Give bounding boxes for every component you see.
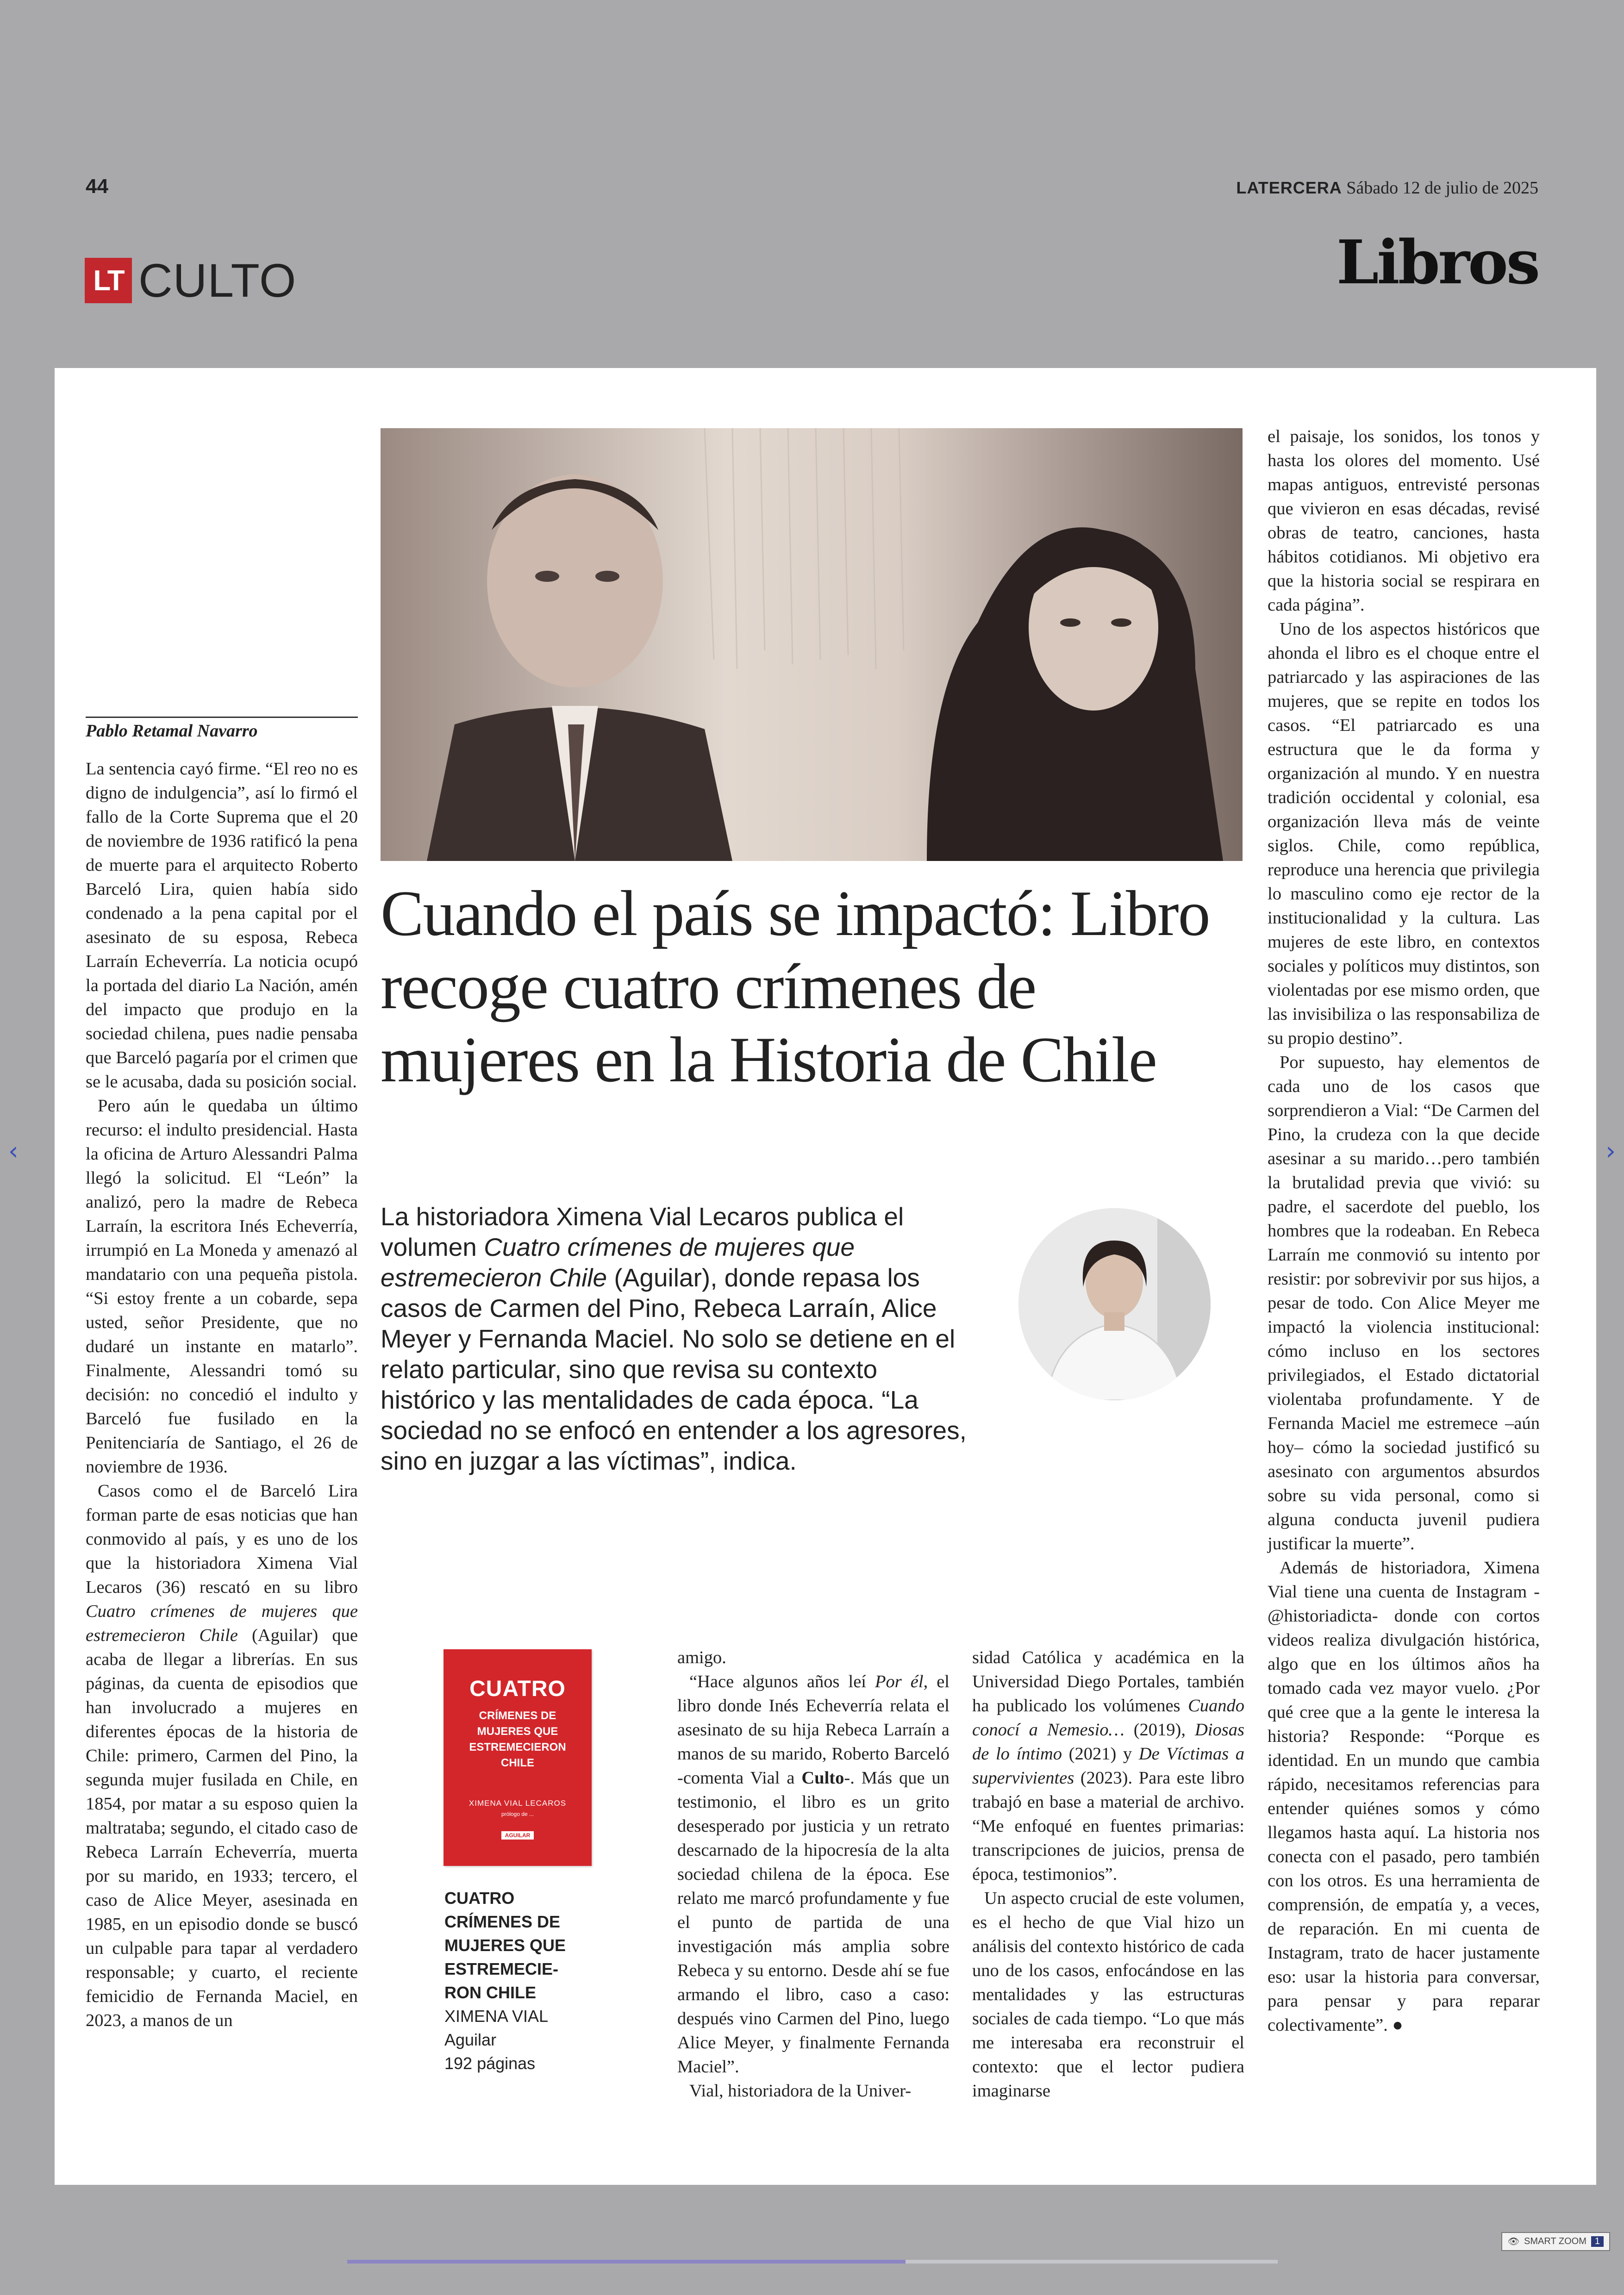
paper-info xyxy=(1236,178,1538,198)
book-title-italic: Cuatro crímenes de mujeres que estremecieron Chile xyxy=(381,1233,855,1292)
photo-illustration xyxy=(381,428,1243,861)
paper-brand: LATERCERA xyxy=(1236,178,1342,197)
paragraph: Pero aún le quedaba un último recurso: el indulto presidencial. Hasta la oficina de Arturo Alessandri Palma llegó la solicitud. El “León” la analizó, pero la madre de Rebeca Larraín, la escritora Inés Echeverría, irrumpió en La Moneda y amenazó al mandatario con una pequeña pistola. “Si estoy frente a un cobarde, sepa usted, señor Presidente, que no dudaré un instante en matarlo”. Finalmente, Alessandri tomó su decisión: no concedió el indulto y Barceló fue fusilado en la Penitenciaría de Santiago, el 26 de noviembre de 1936. xyxy=(86,1096,358,1477)
paragraph xyxy=(1268,1556,1540,2037)
book-info-title: CRÍMENES DE xyxy=(444,1912,561,1931)
text-run: La historiadora Ximena Vial Lecaros publica el volumen xyxy=(381,1202,904,1261)
book-cover xyxy=(443,1649,592,1866)
lt-logo-mark: LT xyxy=(85,258,132,303)
text-run: (2021) y xyxy=(1062,1744,1139,1764)
paragraph: el paisaje, los sonidos, los tonos y hasta los olores del momento. Usé mapas antiguos, entrevisté personas que vivieron en esas décadas, revisé obras de teatro, canciones, hasta hábitos cotidianos. Mi objetivo era que la historia social se respirara en cada página”. xyxy=(1268,427,1540,615)
scrollbar-thumb[interactable] xyxy=(347,2260,906,2264)
text-run: (Aguilar), donde repasa los casos de Carmen del Pino, Rebeca Larraín, Alice Meyer y Fernanda Maciel. No solo se detiene en el relato particular, sino que revisa su contexto histórico y las mentalidades de cada época. “La sociedad no se enfocó en entender a los agresores, sino en juzgar a las víctimas”, indica. xyxy=(381,1263,967,1475)
text-run: (2023). Para este libro trabajó en base a material de archivo. “Me enfoqué en fuentes primarias: transcripciones de juicios, prensa de época, testimonios”. xyxy=(972,1768,1244,1884)
paragraph: Un aspecto crucial de este volumen, es el hecho de que Vial hizo un análisis del contexto histórico de cada uno de los casos, enfocándose en las mentalidades y las estructuras sociales de cada tiempo. “Lo que más me interesaba era reconstruir el contexto: que el lector pudiera imaginarse xyxy=(972,1889,1244,2101)
portrait-illustration xyxy=(1018,1208,1211,1400)
author-portrait xyxy=(1018,1208,1211,1400)
text-run: Casos como el de Barceló Lira forman parte de esas noticias que han conmovido al país, y es uno de los que la historiadora Ximena Vial Lecaros (36) rescató en su libro xyxy=(86,1481,358,1597)
paragraph xyxy=(86,1479,358,2033)
article-column-4 xyxy=(972,1646,1244,2103)
text-run: -. Más que un testimonio, el libro es un grito desesperado por justicia y un retrato descarnado de la hipocresía de la alta sociedad chilena de la época. Ese relato me marcó profundamente y fue el punto de partida de una investigación más amplia sobre Rebeca y su entorno. Desde ahí se fue armando el libro, caso a caso: después vino Carmen del Pino, luego Alice Meyer, y finalmente Fernanda Maciel”. xyxy=(677,1768,950,2077)
headline: Cuando el país se impactó: Libro recoge cuatro crímenes de mujeres en la Historia de Chile xyxy=(381,878,1210,1096)
book-info-title: RON CHILE xyxy=(444,1983,536,2002)
book-info-title: ESTREMECIE- xyxy=(444,1959,559,1978)
book-info-publisher: Aguilar xyxy=(444,2030,497,2049)
publication-name: Culto xyxy=(801,1768,844,1788)
culto-wordmark: CULTO xyxy=(138,254,297,307)
book-cover-note: prólogo de ... xyxy=(501,1811,534,1817)
text-run: (2019), xyxy=(1124,1720,1195,1740)
book-cover-publisher: AGUILAR xyxy=(501,1831,534,1840)
historical-photo xyxy=(381,428,1243,861)
smart-zoom-button[interactable] xyxy=(1501,2232,1610,2251)
previous-page-button[interactable]: ‹ xyxy=(8,1136,19,1166)
book-info-title: CUATRO xyxy=(444,1889,515,1908)
text-run: Además de historiadora, Ximena Vial tiene una cuenta de Instagram -@historiadicta- donde con cortos videos realiza divulgación histórica, algo que en los últimos años ha tomado cada vez mayor vuelo. ¿Por qué cree que a la gente le interesa la historia? Responde: “Porque es identidad. En un mundo que cambia rápido, necesitamos referencias para entender quiénes somos y cómo llegamos hasta aquí. La historia nos conecta con el pasado, pero también con los otros. Es una herramienta de comprensión, de empatía y, a veces, de reparación. En mi cuenta de Instagram, trato de hacer justamente eso: usar la historia para conversar, para pensar y para reparar colectivamente”. xyxy=(1268,1558,1540,2035)
book-cover-subtitle: CRÍMENES DE MUJERES QUE ESTREMECIERON CHILE xyxy=(469,1709,566,1769)
book-info-title: MUJERES QUE xyxy=(444,1936,566,1955)
culto-logo xyxy=(85,254,297,307)
book-info-author: XIMENA VIAL xyxy=(444,2007,549,2026)
text-run: , el libro donde Inés Echeverría relata el asesinato de su hija Rebeca Larraín a manos de su marido, Roberto Barceló -comenta Vial a xyxy=(677,1672,949,1788)
book-title-italic: Cuatro crímenes de mujeres que estremecieron Chile xyxy=(86,1602,358,1645)
text-run: (Aguilar) que acaba de llegar a librerías. En sus páginas, da cuenta de episodios que han involucrado a mujeres en diferentes épocas de la historia de Chile: primero, Carmen del Pino, la segunda mujer fusilada en Chile, en 1854, por matar a su esposo quien la maltrataba; segundo, el citado caso de Rebeca Larraín Echeverría, muerta por su marido, en 1933; tercero, el caso de Alice Meyer, asesinada en 1985, en un episodio donde se buscó un culpable para tapar al verdadero responsable; y cuarto, el reciente femicidio de Fernanda Maciel, en 2023, a manos de un xyxy=(86,1626,358,2030)
text-run: sidad Católica y académica en la Universidad Diego Portales, también ha publicado los volúmenes xyxy=(972,1648,1244,1715)
book-info xyxy=(444,1886,597,2075)
text-run: “Hace algunos años leí xyxy=(689,1672,875,1691)
paragraph xyxy=(677,1670,949,2079)
page-number: 44 xyxy=(86,175,108,198)
book-title-italic: Diosas de lo íntimo xyxy=(972,1720,1244,1764)
book-title-italic: De Víctimas a supervivientes xyxy=(972,1744,1244,1788)
issue-date: Sábado 12 de julio de 2025 xyxy=(1346,178,1538,198)
smart-zoom-label: SMART ZOOM xyxy=(1524,2236,1587,2246)
eye-icon: 👁 xyxy=(1507,2237,1520,2247)
paragraph: amigo. xyxy=(677,1648,726,1667)
book-cover-author: XIMENA VIAL LECAROS xyxy=(468,1799,567,1808)
page-scrollbar[interactable] xyxy=(347,2260,1278,2264)
next-page-button[interactable]: › xyxy=(1605,1136,1616,1166)
paragraph: Por supuesto, hay elementos de cada uno de los casos que sorprendieron a Vial: “De Carmen del Pino, la crudeza con la que decide asesinar a su marido…pero también la brutalidad previa que vivió: su padre, el sacerdote del pueblo, los hombres que la rodeaban. En Rebeca Larraín me conmovió su intento por resistir: por sobrevivir por sus hijos, a pesar de todo. Con Alice Meyer me impactó la violencia institucional: cómo incluso en los sectores privilegiados, el Estado dictatorial violentaba profundamente. Y de Fernanda Maciel me estremece –aún hoy– cómo la sociedad justificó su asesinato con argumentos absurdos sobre su vida personal, como si alguna conducta juvenil pudiera justificar la muerte”. xyxy=(1268,1053,1540,1553)
book-cover-title: CUATRO xyxy=(469,1677,566,1701)
page-indicator: 1 xyxy=(1591,2236,1604,2247)
end-mark: ● xyxy=(1392,2015,1403,2035)
paragraph: Vial, historiadora de la Univer- xyxy=(689,2081,912,2101)
article-column-3 xyxy=(677,1646,949,2103)
book-title-italic: Cuando conocí a Nemesio… xyxy=(972,1696,1244,1740)
author-byline: Pablo Retamal Navarro xyxy=(86,717,358,741)
book-info-pages: 192 páginas xyxy=(444,2054,536,2073)
paragraph: La sentencia cayó firme. “El reo no es digno de indulgencia”, así lo firmó el fallo de la Corte Suprema que el 20 de noviembre de 1936 ratificó la pena de muerte para el arquitecto Roberto Barceló Lira, quien había sido condenado a la pena capital por el asesinato de su esposa, Rebeca Larraín Echeverría. La noticia ocupó la portada del diario La Nación, amén del impacto que produjo en la sociedad chilena, pues nadie pensaba que Barceló pagaría por el crimen que se le acusaba, dada su posición social. xyxy=(86,759,358,1091)
book-title-italic: Por él xyxy=(875,1672,924,1691)
article-column-5 xyxy=(1268,424,1540,2037)
paragraph xyxy=(972,1646,1244,1886)
article-deck xyxy=(381,1201,973,1476)
section-title: Libros xyxy=(1336,227,1538,298)
paragraph: Uno de los aspectos históricos que ahonda el libro es el choque entre el patriarcado y las aspiraciones de las mujeres, que se repite en todos los casos. “El patriarcado es una estructura que le da forma y organización al mundo. Y en nuestra tradición occidental y colonial, esa organización lleva más de veinte siglos. Chile, como república, reproduce una herencia que privilegia lo masculino como eje rector de la institucionalidad y la cultura. Las mujeres de este libro, en contextos sociales y políticos muy distintos, son violentadas por ese mismo orden, que las invisibiliza o las responsabiliza de su propio destino”. xyxy=(1268,619,1540,1048)
article-column-1 xyxy=(86,757,358,2033)
